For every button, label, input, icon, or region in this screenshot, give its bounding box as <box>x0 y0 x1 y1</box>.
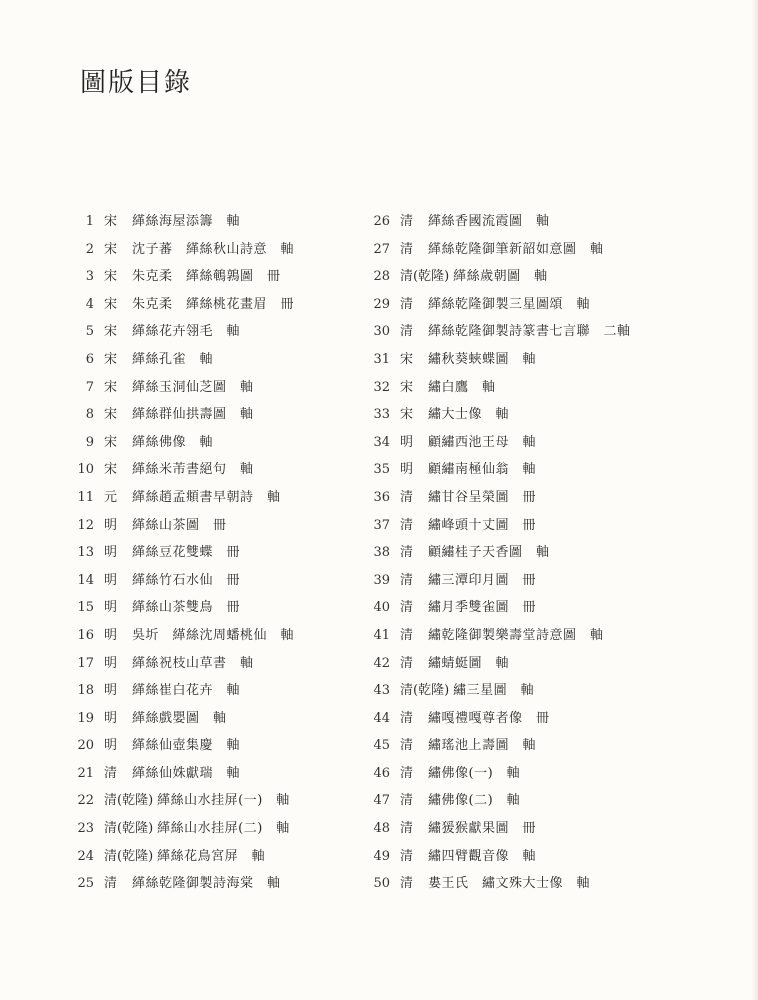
plate-title: 婁王氏 繡文殊大士像 軸 <box>428 876 591 892</box>
plate-dynasty: 宋 <box>400 351 414 367</box>
plate-dynasty: 清 <box>400 710 414 726</box>
plate-number: 28 <box>373 269 390 285</box>
plate-entry <box>74 291 374 319</box>
page-title: 圖版目錄 <box>80 68 193 98</box>
plate-number: 36 <box>373 489 390 505</box>
plate-entry <box>370 456 750 484</box>
plate-number: 32 <box>373 379 390 395</box>
plate-dynasty: 明 <box>104 683 118 699</box>
plate-entry <box>74 622 374 650</box>
plate-dynasty: 明 <box>400 434 414 450</box>
plate-dynasty: 明 <box>104 545 118 561</box>
plate-entry <box>74 512 374 540</box>
plate-entry <box>74 484 374 512</box>
plate-dynasty: 清 <box>400 517 414 533</box>
plate-number: 35 <box>373 462 390 478</box>
plate-title: 緙絲仙壺集慶 軸 <box>132 738 241 754</box>
plate-title: 緙絲乾隆御製詩海棠 軸 <box>132 876 281 892</box>
plate-number: 34 <box>373 434 390 450</box>
plate-number: 14 <box>77 572 94 588</box>
plate-number: 8 <box>85 407 94 423</box>
plate-entry <box>370 236 750 264</box>
plate-dynasty: 清 <box>104 765 118 781</box>
plate-number: 44 <box>373 710 390 726</box>
plate-dynasty: 元 <box>104 489 118 505</box>
plate-number: 26 <box>373 214 390 229</box>
plate-title: 緙絲祝枝山草書 軸 <box>132 655 254 671</box>
plate-title: 顧繡南極仙翁 軸 <box>428 462 537 478</box>
plate-dynasty: 清 <box>400 489 414 505</box>
plate-entry <box>74 650 374 678</box>
plate-number: 20 <box>77 738 94 754</box>
plate-dynasty: 清 <box>400 848 414 864</box>
plate-title: 繡蜻蜓圖 軸 <box>428 655 510 671</box>
plate-title: 緙絲花卉翎毛 軸 <box>132 324 241 340</box>
plate-title: 緙絲山茶雙鳥 冊 <box>132 600 241 616</box>
plate-dynasty: 宋 <box>104 214 118 229</box>
plate-title: 緙絲乾隆御筆新韶如意圖 軸 <box>428 241 604 257</box>
plate-entry <box>74 208 374 236</box>
plate-number: 48 <box>373 821 390 837</box>
plate-title: 繡佛像(一) 軸 <box>428 765 521 781</box>
plate-number: 49 <box>373 848 390 864</box>
plate-entry <box>370 484 750 512</box>
plate-number: 19 <box>77 710 94 726</box>
plate-entry <box>74 677 374 705</box>
plate-dynasty: 明 <box>104 710 118 726</box>
plate-number: 15 <box>77 600 94 616</box>
plate-title: 緙絲佛像 軸 <box>132 434 214 450</box>
plate-number: 23 <box>77 821 94 837</box>
plate-title: 緙絲香國流霞圖 軸 <box>428 214 550 229</box>
plate-dynasty: 明 <box>104 627 118 643</box>
plate-title: 繡四臂觀音像 軸 <box>428 848 537 864</box>
plate-title: 吳圻 緙絲沈周蟠桃仙 軸 <box>132 627 295 643</box>
plate-dynasty: 宋 <box>104 407 118 423</box>
plate-dynasty: 清 <box>400 572 414 588</box>
plate-number: 11 <box>77 489 94 505</box>
plate-entry <box>370 705 750 733</box>
plate-entry <box>370 539 750 567</box>
plate-number: 18 <box>77 683 94 699</box>
plate-entry <box>370 594 750 622</box>
plate-number: 39 <box>373 572 390 588</box>
plate-dynasty: 宋 <box>104 269 118 285</box>
plate-title: 繡嘎禮嘎尊者像 冊 <box>428 710 550 726</box>
plate-number: 25 <box>77 876 94 892</box>
plate-dynasty: 清 <box>400 738 414 754</box>
plate-dynasty: 清 <box>400 545 414 561</box>
plate-entry <box>74 705 374 733</box>
plate-dynasty: 宋 <box>104 434 118 450</box>
plate-title: 緙絲仙姝獻瑞 軸 <box>132 765 241 781</box>
plate-title: 緙絲乾隆御製詩篆書七言聯 二軸 <box>428 324 631 340</box>
plate-number: 17 <box>77 655 94 671</box>
plate-number: 6 <box>85 351 94 367</box>
plate-dynasty: 明 <box>400 462 414 478</box>
plate-entry <box>370 512 750 540</box>
plate-dynasty: 清 <box>400 821 414 837</box>
plate-title: 沈子蕃 緙絲秋山詩意 軸 <box>132 241 295 257</box>
plate-number: 30 <box>373 324 390 340</box>
plate-dynasty: 清 <box>400 793 414 809</box>
plate-entry <box>74 843 374 871</box>
plate-dynasty: 清(乾隆) <box>104 821 154 837</box>
plate-entry <box>370 787 750 815</box>
plate-entry <box>370 263 750 291</box>
plate-entry <box>74 346 374 374</box>
plate-number: 1 <box>85 214 94 229</box>
plate-dynasty: 清(乾隆) <box>104 848 154 864</box>
plate-dynasty: 清(乾隆) <box>104 793 154 809</box>
plate-title: 朱克柔 緙絲鵪鶉圖 冊 <box>132 269 281 285</box>
plate-title: 緙絲山水挂屏(二) 軸 <box>157 821 290 837</box>
plate-dynasty: 清 <box>400 214 414 229</box>
plate-number: 5 <box>85 324 94 340</box>
plate-entry <box>74 594 374 622</box>
plate-entry <box>74 760 374 788</box>
plate-title: 緙絲海屋添籌 軸 <box>132 214 241 229</box>
plate-dynasty: 清 <box>400 296 414 312</box>
plate-number: 47 <box>373 793 390 809</box>
plate-dynasty: 宋 <box>104 379 118 395</box>
plate-entry <box>370 677 750 705</box>
plate-entry <box>74 263 374 291</box>
plate-dynasty: 清 <box>400 876 414 892</box>
plate-dynasty: 清 <box>400 241 414 257</box>
plate-title: 繡猨猴獻果圖 冊 <box>428 821 537 837</box>
plate-entry <box>370 622 750 650</box>
plate-title: 繡三星圖 軸 <box>453 683 535 699</box>
plate-number: 31 <box>373 351 390 367</box>
page-edge <box>752 0 758 1000</box>
plate-number: 16 <box>77 627 94 643</box>
plate-entry <box>74 429 374 457</box>
plate-list-right <box>370 208 750 898</box>
plate-dynasty: 宋 <box>104 324 118 340</box>
plate-entry <box>74 236 374 264</box>
plate-entry <box>370 374 750 402</box>
plate-title: 緙絲群仙拱壽圖 軸 <box>132 407 254 423</box>
plate-number: 4 <box>85 296 94 312</box>
plate-number: 7 <box>85 379 94 395</box>
plate-number: 10 <box>77 462 94 478</box>
plate-dynasty: 宋 <box>400 379 414 395</box>
plate-title: 緙絲山茶圖 冊 <box>132 517 227 533</box>
plate-entry <box>74 732 374 760</box>
plate-title: 繡峰頭十丈圖 冊 <box>428 517 537 533</box>
plate-entry <box>370 208 750 236</box>
plate-entry <box>74 401 374 429</box>
plate-title: 繡瑤池上壽圖 軸 <box>428 738 537 754</box>
plate-entry <box>370 401 750 429</box>
plate-title: 緙絲歲朝圖 軸 <box>453 269 548 285</box>
plate-entry <box>74 870 374 898</box>
plate-number: 45 <box>373 738 390 754</box>
plate-number: 2 <box>85 241 94 257</box>
plate-number: 12 <box>77 517 94 533</box>
plate-entry <box>74 815 374 843</box>
plate-dynasty: 清 <box>400 655 414 671</box>
plate-number: 37 <box>373 517 390 533</box>
plate-title: 顧繡西池王母 軸 <box>428 434 537 450</box>
plate-entry <box>370 815 750 843</box>
plate-number: 13 <box>77 545 94 561</box>
plate-dynasty: 明 <box>104 738 118 754</box>
plate-title: 緙絲米芾書絕句 軸 <box>132 462 254 478</box>
plate-title: 繡佛像(二) 軸 <box>428 793 521 809</box>
plate-number: 24 <box>77 848 94 864</box>
plate-dynasty: 明 <box>104 600 118 616</box>
plate-title: 繡甘谷呈榮圖 冊 <box>428 489 537 505</box>
plate-entry <box>370 870 750 898</box>
plate-dynasty: 清 <box>400 627 414 643</box>
plate-entry <box>370 843 750 871</box>
plate-number: 33 <box>373 407 390 423</box>
plate-title: 緙絲崔白花卉 軸 <box>132 683 241 699</box>
plate-number: 38 <box>373 545 390 561</box>
plate-title: 繡白鷹 軸 <box>428 379 496 395</box>
plate-title: 繡三潭印月圖 冊 <box>428 572 537 588</box>
plate-entry <box>370 346 750 374</box>
plate-entry <box>370 291 750 319</box>
plate-number: 3 <box>85 269 94 285</box>
plate-title: 緙絲趙孟頫書早朝詩 軸 <box>132 489 281 505</box>
plate-entry <box>74 318 374 346</box>
plate-number: 22 <box>77 793 94 809</box>
plate-dynasty: 明 <box>104 572 118 588</box>
plate-title: 緙絲花鳥宮屏 軸 <box>157 848 266 864</box>
plate-number: 42 <box>373 655 390 671</box>
plate-title: 緙絲乾隆御製三星圖頌 軸 <box>428 296 591 312</box>
plate-title: 朱克柔 緙絲桃花畫眉 冊 <box>132 296 295 312</box>
plate-dynasty: 宋 <box>104 241 118 257</box>
plate-entry <box>370 760 750 788</box>
plate-dynasty: 明 <box>104 655 118 671</box>
plate-entry <box>74 456 374 484</box>
plate-title: 繡秋葵蛺蝶圖 軸 <box>428 351 537 367</box>
plate-number: 41 <box>373 627 390 643</box>
plate-number: 27 <box>373 241 390 257</box>
plate-title: 繡乾隆御製樂壽堂詩意圖 軸 <box>428 627 604 643</box>
plate-title: 緙絲孔雀 軸 <box>132 351 214 367</box>
plate-number: 50 <box>373 876 390 892</box>
plate-dynasty: 清(乾隆) <box>400 683 450 699</box>
plate-entry <box>370 318 750 346</box>
plate-title: 緙絲戲嬰圖 軸 <box>132 710 227 726</box>
plate-entry <box>74 567 374 595</box>
plate-entry <box>74 374 374 402</box>
plate-entry <box>370 650 750 678</box>
plate-entry <box>370 567 750 595</box>
plate-entry <box>370 429 750 457</box>
plate-dynasty: 宋 <box>104 351 118 367</box>
plate-number: 46 <box>373 765 390 781</box>
plate-dynasty: 宋 <box>400 407 414 423</box>
plate-title: 緙絲玉洞仙芝圖 軸 <box>132 379 254 395</box>
plate-number: 40 <box>373 600 390 616</box>
plate-list-left <box>74 208 374 898</box>
plate-title: 緙絲竹石水仙 冊 <box>132 572 241 588</box>
plate-dynasty: 宋 <box>104 296 118 312</box>
plate-title: 繡大士像 軸 <box>428 407 510 423</box>
plate-entry <box>74 539 374 567</box>
plate-dynasty: 清(乾隆) <box>400 269 450 285</box>
plate-title: 繡月季雙雀圖 冊 <box>428 600 537 616</box>
plate-title: 緙絲豆花雙蝶 冊 <box>132 545 241 561</box>
plate-number: 43 <box>373 683 390 699</box>
plate-number: 29 <box>373 296 390 312</box>
plate-title: 緙絲山水挂屏(一) 軸 <box>157 793 290 809</box>
plate-number: 9 <box>85 434 94 450</box>
plate-dynasty: 明 <box>104 517 118 533</box>
plate-entry <box>370 732 750 760</box>
plate-title: 顧繡桂子天香圖 軸 <box>428 545 550 561</box>
plate-entry <box>74 787 374 815</box>
plate-number: 21 <box>77 765 94 781</box>
plate-dynasty: 清 <box>400 765 414 781</box>
plate-dynasty: 清 <box>400 600 414 616</box>
plate-dynasty: 清 <box>104 876 118 892</box>
plate-dynasty: 清 <box>400 324 414 340</box>
plate-dynasty: 宋 <box>104 462 118 478</box>
